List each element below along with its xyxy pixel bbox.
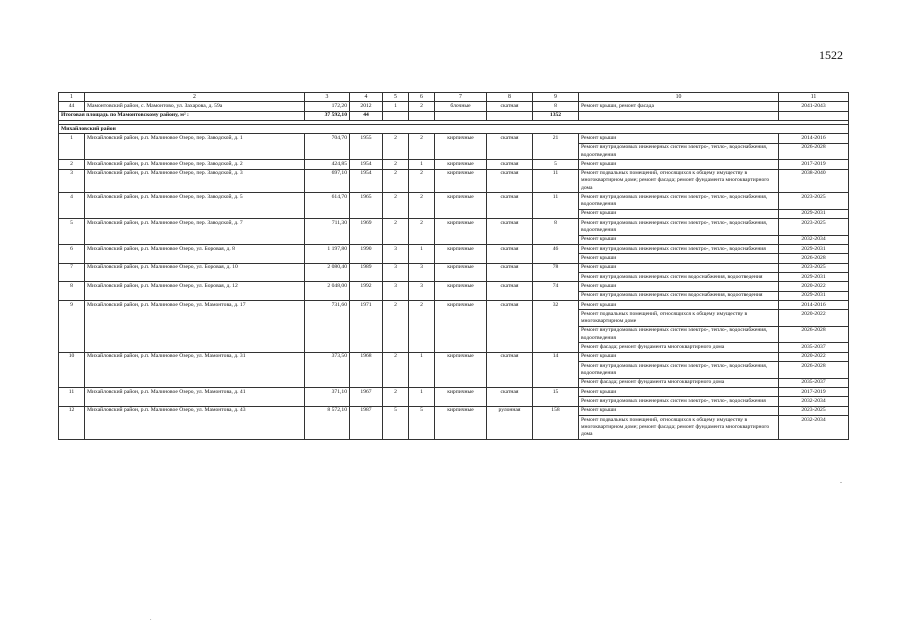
work-type: Ремонт крыши xyxy=(579,254,779,263)
work-type: Ремонт крыши xyxy=(579,387,779,396)
column-number-4: 4 xyxy=(350,93,383,102)
period: 2026-2028 xyxy=(779,362,849,379)
roof-type: скатная xyxy=(487,193,533,219)
column-number-9: 9 xyxy=(533,93,579,102)
residents: 5 xyxy=(533,160,579,169)
floors: 2 xyxy=(383,160,409,169)
row-number: 6 xyxy=(59,244,85,263)
residents: 11 xyxy=(533,169,579,193)
area: 373,50 xyxy=(305,352,350,387)
floors: 3 xyxy=(383,244,409,263)
residents: 15 xyxy=(533,387,579,406)
work-type: Ремонт фасада; ремонт фундамента многоквартирного дома xyxy=(579,378,779,387)
address: Михайловский район, р.п. Малиновое Озеро, ул. Мамонтова, д. 43 xyxy=(85,406,305,439)
period: 2032-2034 xyxy=(779,415,849,439)
year: 1971 xyxy=(350,301,383,353)
table-row xyxy=(59,352,849,361)
period: 2029-2031 xyxy=(779,244,849,253)
address: Михайловский район, р.п. Малиновое Озеро, ул. Мамонтова, д. 17 xyxy=(85,301,305,353)
residents: 158 xyxy=(533,406,579,439)
residents: 8 xyxy=(533,102,579,111)
wall-material: кирпичные xyxy=(435,263,487,282)
address: Михайловский район, р.п. Малиновое Озеро, ул. Боровая, д. 12 xyxy=(85,282,305,301)
address: Михайловский район, р.п. Малиновое Озеро, пер. Заводской, д. 3 xyxy=(85,169,305,193)
wall-material: кирпичные xyxy=(435,301,487,353)
row-number: 8 xyxy=(59,282,85,301)
roof-type: скатная xyxy=(487,160,533,169)
work-type: Ремонт внутридомовых инженерных систем электро-, тепло-, водоснабжения, водоотведения xyxy=(579,193,779,210)
period: 2023-2025 xyxy=(779,406,849,415)
period: 2035-2037 xyxy=(779,343,849,352)
area: 711,30 xyxy=(305,219,350,245)
entrances: 2 xyxy=(409,219,435,245)
floors: 2 xyxy=(383,134,409,160)
roof-type: скатная xyxy=(487,282,533,301)
column-number-6: 6 xyxy=(409,93,435,102)
work-type: Ремонт крыши xyxy=(579,134,779,143)
period: 2020-2022 xyxy=(779,310,849,327)
wall-material: кирпичные xyxy=(435,352,487,387)
total-residents: 1352 xyxy=(533,111,579,120)
period: 2029-2031 xyxy=(779,273,849,282)
year: 1990 xyxy=(350,244,383,263)
residents: 8 xyxy=(533,219,579,245)
work-type: Ремонт крыши xyxy=(579,209,779,218)
entrances: 2 xyxy=(409,102,435,111)
wall-material: кирпичные xyxy=(435,160,487,169)
area: 704,70 xyxy=(305,134,350,160)
wall-material: кирпичные xyxy=(435,244,487,263)
period: 2020-2022 xyxy=(779,282,849,291)
entrances: 2 xyxy=(409,134,435,160)
work-type: Ремонт крыши xyxy=(579,406,779,415)
district-title: Михайловский район xyxy=(59,125,849,134)
repair-program-table xyxy=(58,92,849,440)
column-number-10: 10 xyxy=(579,93,779,102)
year: 1967 xyxy=(350,387,383,406)
table-row xyxy=(59,244,849,253)
column-number-3: 3 xyxy=(305,93,350,102)
address: Михайловский район, р.п. Малиновое Озеро, пер. Заводской, д. 1 xyxy=(85,134,305,160)
row-number: 11 xyxy=(59,387,85,406)
roof-type: скатная xyxy=(487,102,533,111)
year: 2012 xyxy=(350,102,383,111)
period: 2035-2037 xyxy=(779,378,849,387)
floors: 2 xyxy=(383,169,409,193)
entrances: 1 xyxy=(409,160,435,169)
area: 697,10 xyxy=(305,169,350,193)
table-row xyxy=(59,169,849,193)
row-number: 2 xyxy=(59,160,85,169)
address: Михайловский район, р.п. Малиновое Озеро, пер. Заводской, д. 7 xyxy=(85,219,305,245)
residents: 74 xyxy=(533,282,579,301)
total-count: 44 xyxy=(350,111,383,120)
period: 2041-2043 xyxy=(779,102,849,111)
wall-material: кирпичные xyxy=(435,134,487,160)
work-type: Ремонт внутридомовых инженерных систем водоснабжения, водоотведения xyxy=(579,273,779,282)
work-type: Ремонт внутридомовых инженерных систем электро-, тепло-, водоснабжения, водоотведения xyxy=(579,219,779,236)
entrances: 1 xyxy=(409,352,435,387)
table-row xyxy=(59,160,849,169)
table-row xyxy=(59,193,849,210)
row-number: 9 xyxy=(59,301,85,353)
column-number-2: 2 xyxy=(85,93,305,102)
work-type: Ремонт крыши xyxy=(579,301,779,310)
table-row xyxy=(59,301,849,310)
period: 2026-2028 xyxy=(779,254,849,263)
table-row xyxy=(59,219,849,236)
address: Михайловский район, р.п. Малиновое Озеро, ул. Мамонтова, д. 41 xyxy=(85,387,305,406)
work-type: Ремонт внутридомовых инженерных систем электро-, тепло-, водоснабжения, водоотведения xyxy=(579,143,779,160)
residents: 32 xyxy=(533,301,579,353)
year: 1955 xyxy=(350,134,383,160)
total-area: 37 592,10 xyxy=(305,111,350,120)
page-number: 1522 xyxy=(819,48,843,62)
work-type: Ремонт крыши xyxy=(579,263,779,272)
work-type: Ремонт внутридомовых инженерных систем электро-, тепло-, водоснабжения, водоотведения xyxy=(579,362,779,379)
roof-type: рулонная xyxy=(487,406,533,439)
column-number-1: 1 xyxy=(59,93,85,102)
period: 2038-2040 xyxy=(779,169,849,193)
address: Михайловский район, р.п. Малиновое Озеро, ул. Боровая, д. 8 xyxy=(85,244,305,263)
wall-material: кирпичные xyxy=(435,387,487,406)
entrances: 1 xyxy=(409,244,435,263)
year: 1969 xyxy=(350,219,383,245)
total-label: Итоговая площадь по Мамонтовскому району, м² : xyxy=(59,111,305,120)
entrances: 2 xyxy=(409,193,435,219)
wall-material: кирпичные xyxy=(435,219,487,245)
header-row xyxy=(59,93,849,102)
table-row xyxy=(59,263,849,272)
roof-type: скатная xyxy=(487,134,533,160)
roof-type: скатная xyxy=(487,169,533,193)
scan-mark: . xyxy=(150,616,152,622)
work-type: Ремонт внутридомовых инженерных систем электро-, тепло-, водоснабжения, водоотведения xyxy=(579,326,779,343)
wall-material: кирпичные xyxy=(435,169,487,193)
floors: 2 xyxy=(383,301,409,353)
floors: 2 xyxy=(383,387,409,406)
work-type: Ремонт подвальных помещений, относящихся к общему имуществу в многоквартирном доме; ремонт фасада; ремонт фундамента многоквартирного дома xyxy=(579,169,779,193)
floors: 5 xyxy=(383,406,409,439)
district-row xyxy=(59,125,849,134)
wall-material: кирпичные xyxy=(435,193,487,219)
scan-mark: - xyxy=(840,480,842,486)
address: Михайловский район, р.п. Малиновое Озеро, ул. Мамонтова, д. 31 xyxy=(85,352,305,387)
period: 2017-2019 xyxy=(779,387,849,396)
period: 2032-2034 xyxy=(779,397,849,406)
work-type: Ремонт крыши xyxy=(579,235,779,244)
address: Михайловский район, р.п. Малиновое Озеро, ул. Боровая, д. 10 xyxy=(85,263,305,282)
year: 1992 xyxy=(350,282,383,301)
year: 1989 xyxy=(350,263,383,282)
entrances: 5 xyxy=(409,406,435,439)
work-type: Ремонт крыши xyxy=(579,282,779,291)
period: 2014-2016 xyxy=(779,301,849,310)
wall-material: кирпичные xyxy=(435,406,487,439)
row-number: 12 xyxy=(59,406,85,439)
table-row xyxy=(59,387,849,396)
table-row xyxy=(59,134,849,143)
period: 2014-2016 xyxy=(779,134,849,143)
address: Михайловский район, р.п. Малиновое Озеро, пер. Заводской, д. 2 xyxy=(85,160,305,169)
work-type: Ремонт крыши xyxy=(579,352,779,361)
year: 1954 xyxy=(350,160,383,169)
row-number: 10 xyxy=(59,352,85,387)
period: 2029-2031 xyxy=(779,209,849,218)
period: 2023-2025 xyxy=(779,263,849,272)
floors: 3 xyxy=(383,282,409,301)
residents: 21 xyxy=(533,134,579,160)
area: 172,20 xyxy=(305,102,350,111)
area: 424,85 xyxy=(305,160,350,169)
area: 1 197,80 xyxy=(305,244,350,263)
period: 2023-2025 xyxy=(779,193,849,210)
work-type: Ремонт фасада; ремонт фундамента многоквартирного дома xyxy=(579,343,779,352)
roof-type: скатная xyxy=(487,219,533,245)
entrances: 2 xyxy=(409,301,435,353)
work-type: Ремонт подвальных помещений, относящихся к общему имуществу в многоквартирном доме xyxy=(579,310,779,327)
area: 731,60 xyxy=(305,301,350,353)
wall-material: блочные xyxy=(435,102,487,111)
area: 2 048,00 xyxy=(305,282,350,301)
period: 2023-2025 xyxy=(779,219,849,236)
address: Мамонтовский район, с. Мамонтово, ул. Захарова, д. 59а xyxy=(85,102,305,111)
residents: 14 xyxy=(533,352,579,387)
row-number: 44 xyxy=(59,102,85,111)
table-row xyxy=(59,102,849,111)
column-number-11: 11 xyxy=(779,93,849,102)
table-row xyxy=(59,282,849,291)
row-number: 1 xyxy=(59,134,85,160)
row-number: 3 xyxy=(59,169,85,193)
roof-type: скатная xyxy=(487,301,533,353)
column-number-8: 8 xyxy=(487,93,533,102)
floors: 2 xyxy=(383,219,409,245)
residents: 11 xyxy=(533,193,579,219)
roof-type: скатная xyxy=(487,352,533,387)
entrances: 3 xyxy=(409,263,435,282)
table-row xyxy=(59,406,849,415)
floors: 2 xyxy=(383,352,409,387)
work-type: Ремонт внутридомовых инженерных систем электро-, тепло-, водоснабжения xyxy=(579,244,779,253)
area: 8 572,10 xyxy=(305,406,350,439)
entrances: 1 xyxy=(409,387,435,406)
work-type: Ремонт внутридомовых инженерных систем электро-, тепло-, водоснабжения xyxy=(579,397,779,406)
area: 614,70 xyxy=(305,193,350,219)
residents: 78 xyxy=(533,263,579,282)
area: 371,10 xyxy=(305,387,350,406)
floors: 1 xyxy=(383,102,409,111)
period: 2032-2034 xyxy=(779,235,849,244)
total-row xyxy=(59,111,849,120)
roof-type: скатная xyxy=(487,244,533,263)
work-type: Ремонт подвальных помещений, относящихся к общему имуществу в многоквартирном доме; ремонт фасада; ремонт фундамента многоквартирного дома xyxy=(579,415,779,439)
area: 2 080,40 xyxy=(305,263,350,282)
work-type: Ремонт крыши xyxy=(579,160,779,169)
work-type: Ремонт внутридомовых инженерных систем водоснабжения, водоотведения xyxy=(579,291,779,300)
year: 1954 xyxy=(350,169,383,193)
year: 1987 xyxy=(350,406,383,439)
entrances: 3 xyxy=(409,282,435,301)
row-number: 7 xyxy=(59,263,85,282)
entrances: 2 xyxy=(409,169,435,193)
address: Михайловский район, р.п. Малиновое Озеро, пер. Заводской, д. 5 xyxy=(85,193,305,219)
wall-material: кирпичные xyxy=(435,282,487,301)
residents: 46 xyxy=(533,244,579,263)
row-number: 4 xyxy=(59,193,85,219)
column-number-7: 7 xyxy=(435,93,487,102)
period: 2029-2031 xyxy=(779,291,849,300)
floors: 3 xyxy=(383,263,409,282)
floors: 2 xyxy=(383,193,409,219)
period: 2017-2019 xyxy=(779,160,849,169)
roof-type: скатная xyxy=(487,387,533,406)
row-number: 5 xyxy=(59,219,85,245)
work-type: Ремонт крыши, ремонт фасада xyxy=(579,102,779,111)
period: 2020-2022 xyxy=(779,352,849,361)
year: 1968 xyxy=(350,352,383,387)
period: 2026-2028 xyxy=(779,143,849,160)
roof-type: скатная xyxy=(487,263,533,282)
column-number-5: 5 xyxy=(383,93,409,102)
period: 2026-2028 xyxy=(779,326,849,343)
year: 1965 xyxy=(350,193,383,219)
